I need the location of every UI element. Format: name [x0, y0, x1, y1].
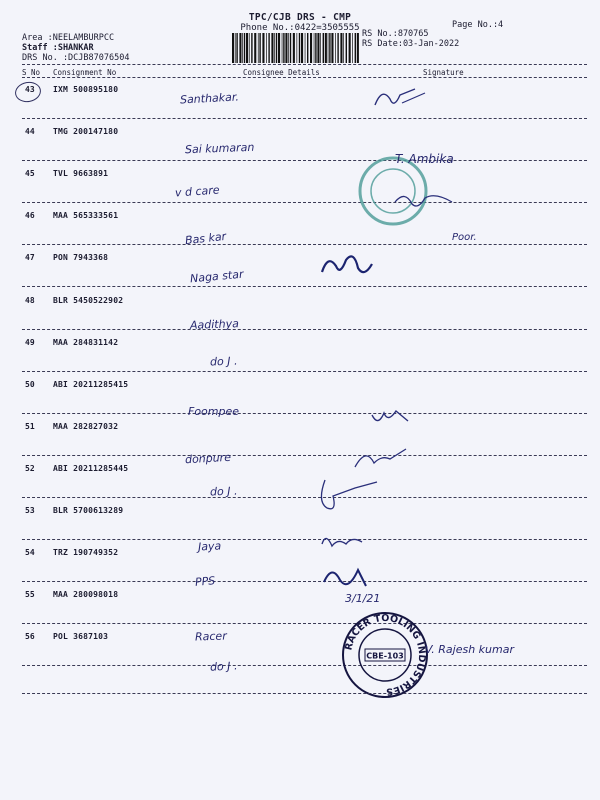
- signature-47: [318, 250, 378, 285]
- staff: Staff :SHANKAR: [22, 43, 94, 53]
- consignment-number: MAA 282827032: [53, 421, 119, 431]
- signature-50: [368, 405, 413, 430]
- serial-number: 46: [25, 211, 35, 221]
- consignment-number: ABI 20211285445: [53, 463, 129, 473]
- consignee-handwriting: PPS: [194, 574, 216, 589]
- consignment-number: POL 3687103: [53, 632, 109, 642]
- col-sno: S No: [22, 68, 41, 77]
- signature-53: [318, 530, 368, 555]
- signature-51: [352, 445, 412, 475]
- consignment-number: IXM 500895180: [53, 85, 119, 94]
- consignee-handwriting: Sai kumaran: [184, 140, 255, 157]
- row-divider: [22, 455, 587, 456]
- consignee-handwriting: Santhakar.: [179, 90, 240, 107]
- col-consignee: Consignee Details: [243, 68, 320, 77]
- left-info: [22, 33, 129, 63]
- row-divider: [22, 581, 587, 582]
- signature-45b: [390, 190, 460, 215]
- svg-text:RACER TOOLING INDUSTRIES: RACER TOOLING INDUSTRIES: [343, 612, 428, 698]
- drs-number: DRS No. :DCJB87076504: [22, 53, 130, 63]
- consignee-handwriting: do J .: [209, 484, 238, 499]
- consignment-number: MAA 565333561: [53, 211, 119, 221]
- col-consignment: Consignment No: [53, 68, 117, 77]
- consignee-handwriting: Aadithya: [189, 317, 240, 332]
- serial-number: 55: [25, 590, 35, 600]
- consignee-handwriting: Foompee: [188, 405, 240, 418]
- consignee-handwriting: donpure: [184, 450, 232, 467]
- row-divider: [22, 497, 587, 498]
- signature-43: [370, 85, 430, 115]
- signature-52: [315, 472, 385, 517]
- bottom-divider: [22, 693, 587, 694]
- row-divider: [22, 665, 587, 666]
- sheet-title: TPC/CJB DRS - CMP: [248, 12, 352, 23]
- consignment-number: TMG 200147180: [53, 127, 119, 137]
- serial-number: 44: [25, 127, 35, 137]
- consignee-handwriting: do J .: [209, 354, 238, 369]
- header-divider: [22, 64, 587, 65]
- row-divider: [22, 371, 587, 372]
- date-54: 3/1/21: [345, 592, 381, 605]
- rs-number: RS No.:870765: [362, 29, 429, 39]
- row-divider: [22, 202, 587, 203]
- consignment-number: BLR 5700613289: [53, 506, 124, 515]
- consignee-handwriting: Naga star: [189, 267, 244, 286]
- rs-date: RS Date:03-Jan-2022: [362, 39, 460, 49]
- serial-number: 49: [25, 337, 35, 347]
- serial-number: 43: [25, 85, 35, 94]
- consignment-number: BLR 5450522902: [53, 295, 124, 305]
- row-divider: [22, 160, 587, 161]
- stamp-racer-tooling: [340, 610, 430, 700]
- page-number: Page No.:4: [452, 20, 504, 30]
- consignment-number: ABI 20211285415: [53, 379, 129, 389]
- serial-number: 52: [25, 463, 35, 473]
- row-divider: [22, 413, 587, 414]
- serial-number: 47: [25, 253, 35, 263]
- serial-number: 53: [25, 506, 35, 515]
- header-center: [215, 12, 385, 33]
- consignee-handwriting: Jaya: [197, 539, 222, 554]
- consignment-number: PON 7943368: [53, 253, 109, 263]
- consignee-handwriting: v d care: [174, 183, 220, 200]
- row-divider: [22, 539, 587, 540]
- row-divider: [22, 286, 587, 287]
- col-signature: Signature: [423, 68, 464, 77]
- consignment-number: TRZ 190749352: [53, 548, 119, 558]
- svg-text:CBE-103: CBE-103: [366, 651, 404, 661]
- phone-number: Phone No.:0422=3505555: [240, 23, 360, 33]
- consignee-handwriting: Bas kar: [184, 229, 227, 248]
- signature-45: T. Ambika: [395, 152, 454, 166]
- serial-number: 45: [25, 169, 35, 179]
- row-divider: [22, 623, 587, 624]
- columns-divider: [22, 77, 587, 78]
- row-divider: [22, 244, 587, 245]
- barcode: [230, 33, 360, 63]
- serial-number: 50: [25, 379, 35, 389]
- consignment-number: MAA 284831142: [53, 337, 119, 347]
- row-divider: [22, 329, 587, 330]
- serial-number: 48: [25, 295, 35, 305]
- area: Area :NEELAMBURPCC: [22, 33, 115, 43]
- consignment-number: TVL 9663891: [53, 169, 109, 179]
- signature-46: Poor.: [452, 232, 477, 243]
- consignee-handwriting: do J .: [209, 659, 238, 674]
- signature-56: V. Rajesh kumar: [425, 643, 514, 656]
- serial-number: 51: [25, 421, 35, 431]
- serial-number: 54: [25, 548, 35, 558]
- consignee-handwriting: Racer: [194, 629, 227, 644]
- row-divider: [22, 118, 587, 119]
- consignment-number: MAA 280098018: [53, 590, 119, 600]
- serial-number: 56: [25, 632, 35, 642]
- right-info: [362, 29, 459, 49]
